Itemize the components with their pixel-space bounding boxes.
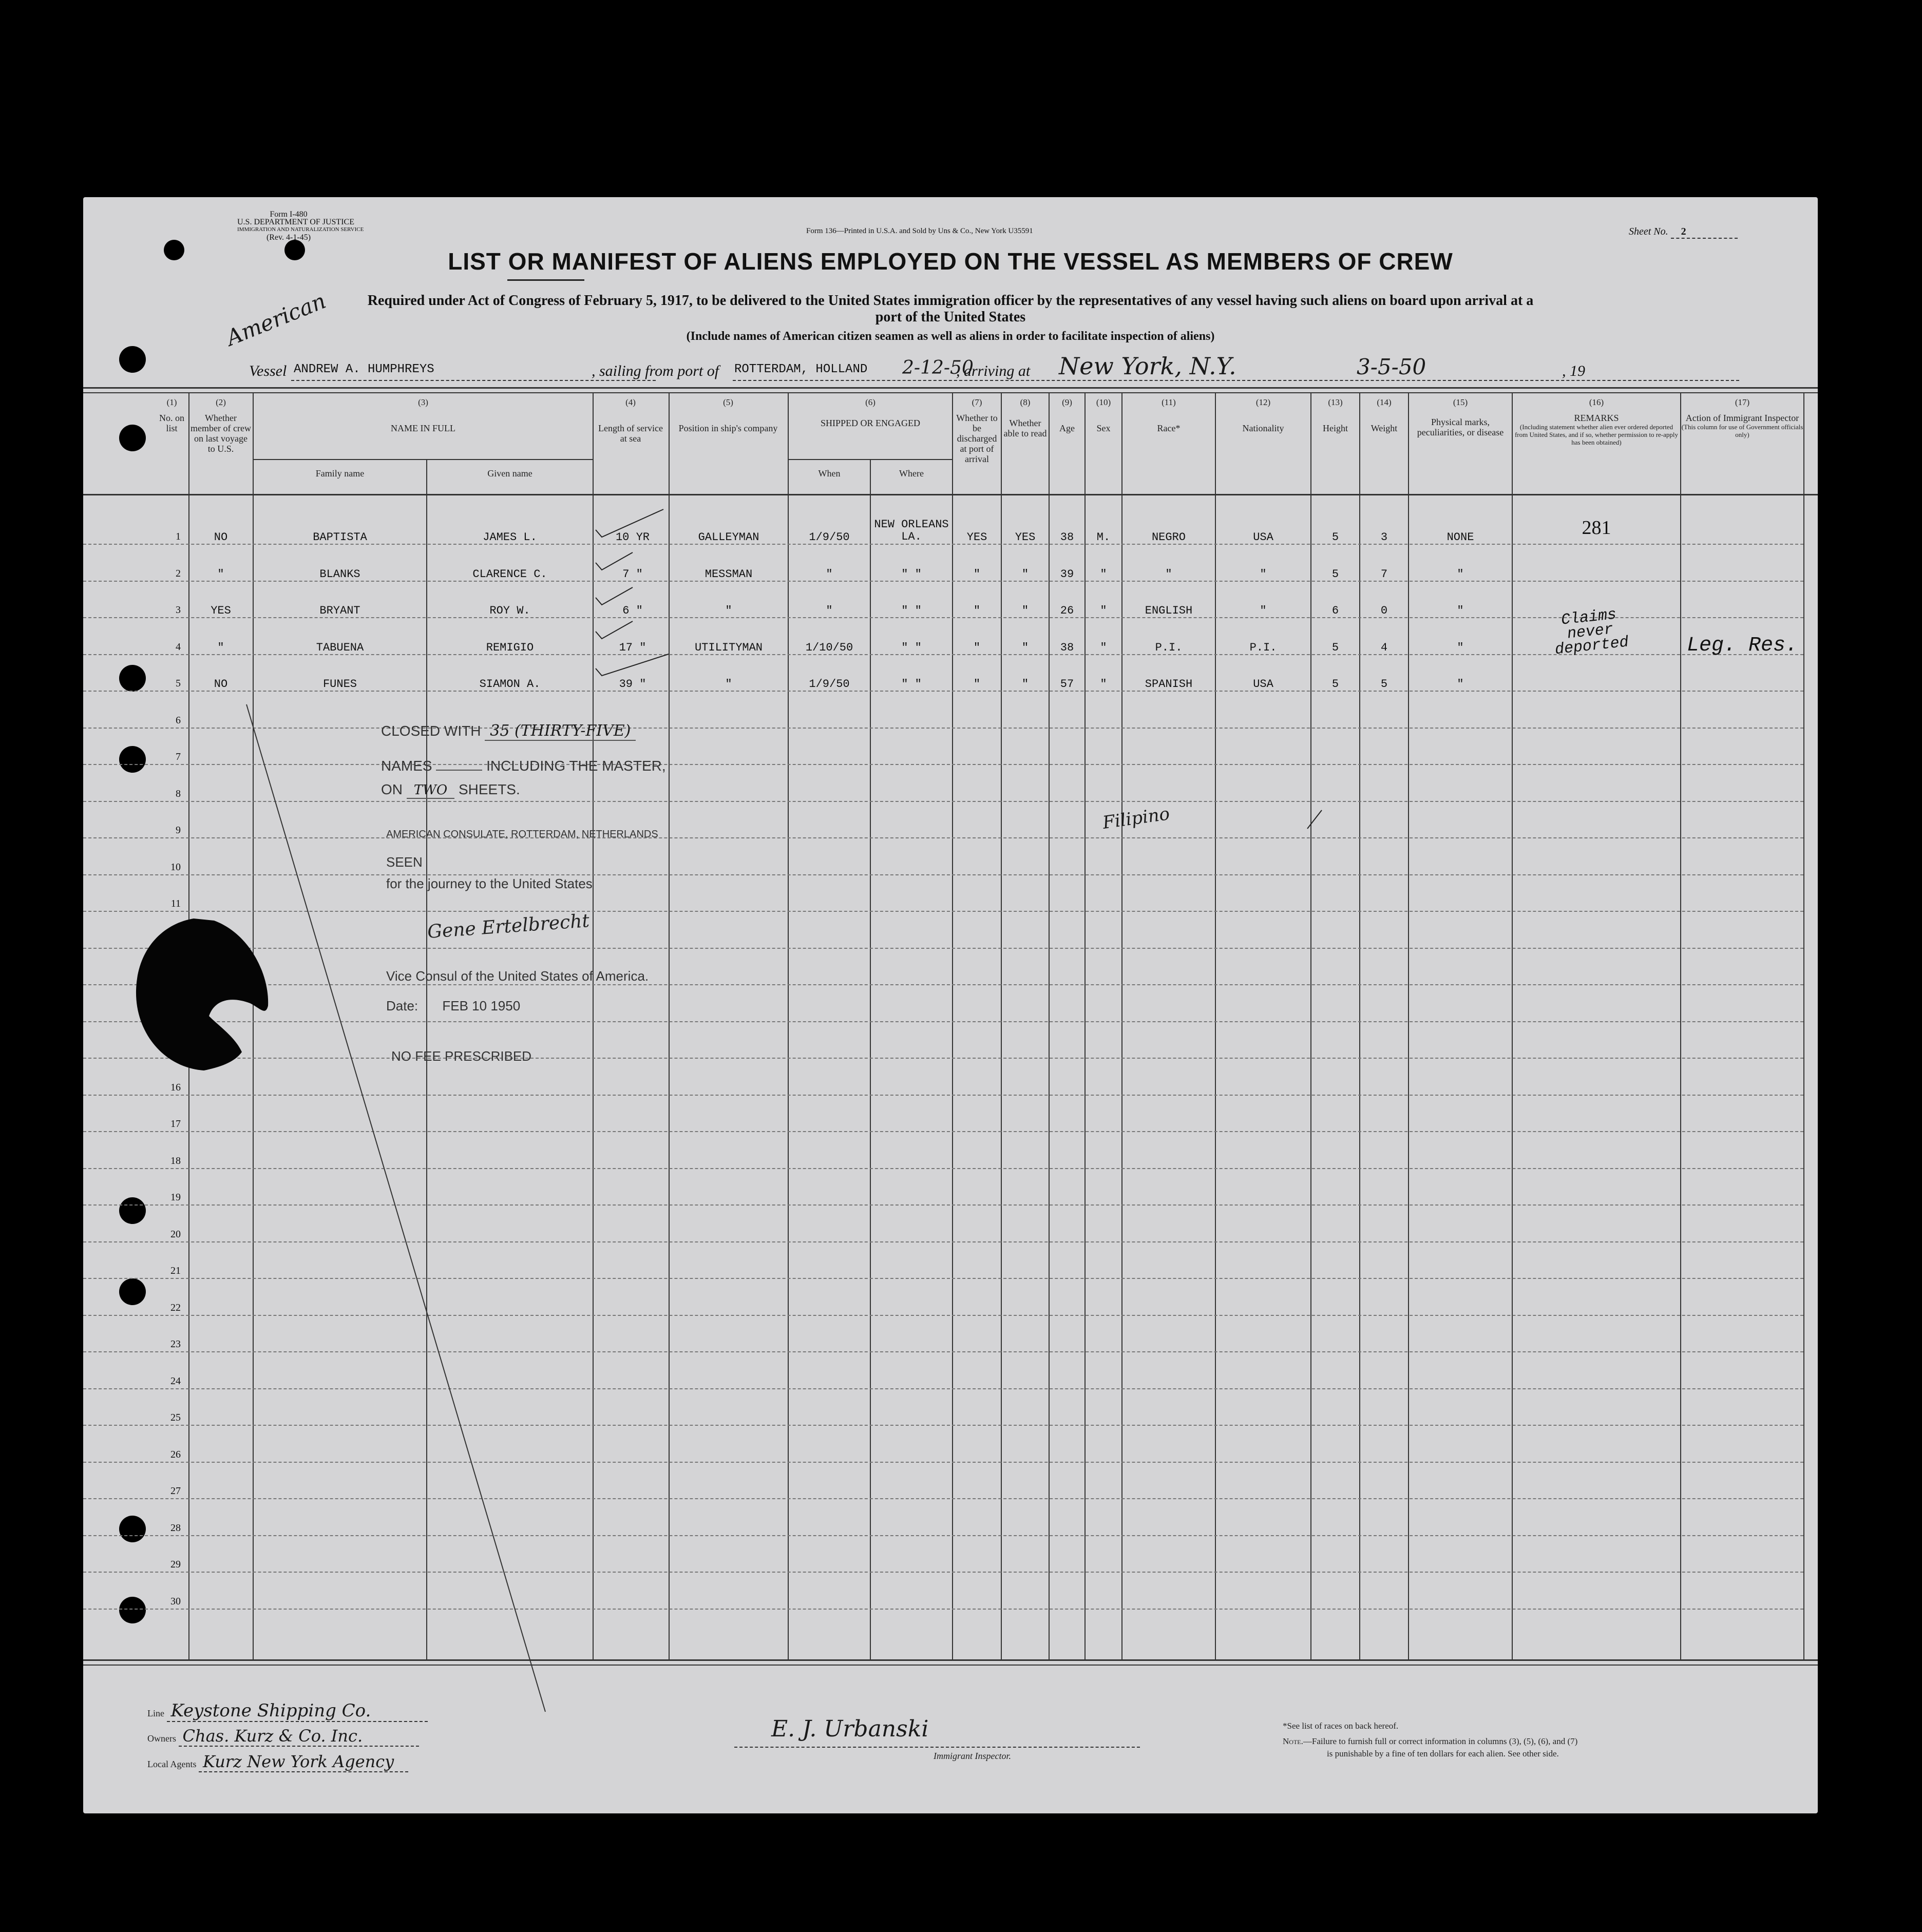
stamp-names [381,758,666,774]
col-divider [1310,392,1311,1659]
col-header-physical-marks: (15) Physical marks, peculiarities, or disease [1417,397,1504,437]
stamp-date-value: FEB 10 1950 [442,998,521,1013]
cell-weight: 5 [1380,678,1388,691]
col-divider [1121,392,1122,1659]
punch-hole [119,746,146,773]
cell-sex: " [1100,604,1107,617]
col-divider [952,392,953,1659]
line-label: Line [147,1708,164,1718]
cell-given: SIAMON A. [479,678,541,691]
row-number: 23 [170,1338,181,1350]
check-marks [592,505,684,690]
owners-label: Owners [147,1733,176,1744]
cell-marks: " [1457,678,1464,691]
race-annotation: Filipino [1101,804,1171,833]
sheet-label: Sheet No. [1629,226,1668,237]
col-header-name: (3) NAME IN FULL [391,397,455,433]
stamp-journey: for the journey to the United States [386,876,593,891]
cell-read: " [1021,567,1029,581]
cell-read: " [1021,678,1029,691]
row-number: 4 [176,641,181,653]
col-divider [1359,392,1360,1659]
nationality-handwritten: American [222,288,330,351]
cell-nationality: P.I. [1249,641,1277,654]
consular-seal [132,913,276,1078]
page-title: LIST OR MANIFEST OF ALIENS EMPLOYED ON THE VESSEL AS MEMBERS OF CREW [448,248,1453,275]
cell-service: 39 " [619,678,646,691]
row-number: 2 [176,567,181,579]
cell-remarks: Claims never deported [1554,606,1630,659]
line-field [147,1700,428,1722]
form-number: Form I-480 [270,210,308,219]
cell-weight: 7 [1380,567,1388,581]
arrival-underline [733,380,1739,381]
row-number: 29 [170,1559,181,1570]
cell-discharged: " [973,604,981,617]
col-header-crew: (2) Whether member of crew on last voyage to U.S. [191,397,251,454]
vessel-underline [291,380,656,381]
cell-discharged: " [973,567,981,581]
cell-read: " [1021,641,1029,654]
col-header-given-name: Given name [487,468,532,479]
table-top-rule2 [83,392,1818,393]
note-text-1: —Failure to furnish full or correct information in columns (3), (5), (6), and (7) [1303,1736,1578,1746]
inspector-label: Immigrant Inspector. [934,1751,1011,1761]
diagonal-stroke [242,700,550,1717]
cell-nationality: USA [1253,678,1273,691]
row-number: 21 [170,1265,181,1276]
sheet-number: 2 [1671,226,1738,239]
row-number: 26 [170,1448,181,1460]
cell-age: 38 [1060,531,1074,544]
cell-age: 39 [1060,567,1074,581]
row-number: 10 [170,861,181,873]
stamp-sheets [381,781,520,798]
punch-hole [119,665,146,692]
row-number: 22 [170,1302,181,1313]
cell-when: " [826,567,833,581]
stamp-closed-count: 35 (THIRTY-FIVE) [485,722,636,741]
stamp-date-label: Date: [386,998,418,1013]
stamp-on-label: ON [381,781,403,797]
stamp-including: INCLUDING THE MASTER, [486,758,666,774]
subtitle-line2: port of the United States [875,309,1026,325]
cell-race: ENGLISH [1145,604,1193,617]
cell-race: NEGRO [1151,531,1186,544]
cell-height: 5 [1331,641,1339,654]
punch-hole [119,1278,146,1305]
stamp-sheets-label: SHEETS. [458,781,520,797]
note-label: Note. [1283,1736,1303,1746]
cell-nationality: " [1260,604,1267,617]
title-underline [507,279,584,281]
col-header-nationality: (12) Nationality [1242,397,1284,433]
cell-race: P.I. [1155,641,1183,654]
row-number: 17 [170,1118,181,1130]
punch-hole [119,1197,146,1224]
row-number: 8 [176,788,181,799]
cell-action: Leg. Res. [1686,634,1798,657]
row-number: 16 [170,1081,181,1093]
cell-given: CLARENCE C. [472,567,547,581]
owners-value: Chas. Kurz & Co. Inc. [179,1726,419,1747]
row-number: 24 [170,1375,181,1387]
col-header-action: (17) Action of Immigrant Inspector (This column for use of Government officials only) [1681,397,1803,438]
sailing-label: , sailing from port of [592,362,719,379]
cell-crew: " [217,641,224,654]
col-header-no: (1) No. on list [159,397,184,433]
col-header-race: (11) Race* [1157,397,1181,433]
cell-sex: " [1100,678,1107,691]
stamp-names-blank [436,770,482,771]
cell-height: 5 [1331,567,1339,581]
agents-label: Local Agents [147,1759,197,1769]
cell-crew: NO [214,531,228,544]
cell-position: " [725,604,732,617]
cell-given: REMIGIO [486,641,534,654]
cell-when: 1/9/50 [809,531,850,544]
row-number: 5 [176,678,181,689]
punch-hole [119,1516,146,1542]
form-id-block [237,210,364,242]
cell-marks: NONE [1447,531,1474,544]
cell-service: 6 " [622,604,643,617]
cell-position: " [725,678,732,691]
vessel-name: ANDREW A. HUMPHREYS [294,362,434,376]
subtitle-line1: Required under Act of Congress of February 5, 1917, to be delivered to the United States immigration officer by the representatives of any vessel having such aliens on board upon arrival at a [367,293,1534,309]
cell-where: " " [901,678,922,691]
punch-hole [119,1597,146,1623]
cell-marks: " [1457,567,1464,581]
consul-signature: Gene Ertelbrecht [426,910,591,943]
printer-note: Form 136—Printed in U.S.A. and Sold by Uns & Co., New York U35591 [806,227,1033,235]
col-header-sex: (10) Sex [1096,397,1111,433]
agents-field [147,1752,408,1772]
cell-family: BRYANT [319,604,360,617]
cell-service: 7 " [622,567,643,581]
cell-nationality: USA [1253,531,1273,544]
col-header-discharged: (7) Whether to be discharged at port of arrival [956,397,998,464]
revision: (Rev. 4-1-45) [266,233,311,242]
col-header-weight: (14) Weight [1371,397,1398,433]
cell-race: " [1165,567,1172,581]
name-subheader-rule [253,459,593,460]
cell-family: BLANKS [319,567,360,581]
row-rule [83,581,1803,582]
col-header-where: Where [899,468,924,479]
stamp-names-label: NAMES [381,758,432,774]
cell-discharged: " [973,678,981,691]
cell-sex: " [1100,567,1107,581]
col-divider [1803,392,1804,1659]
cell-position: GALLEYMAN [698,531,759,544]
cell-weight: 4 [1380,641,1388,654]
cell-where: NEW ORLEANS LA. [874,518,949,543]
stamp-consulate: AMERICAN CONSULATE, ROTTERDAM, NETHERLANDS [386,829,658,840]
fine-note [1283,1736,1577,1747]
col-divider [1512,392,1513,1659]
cell-crew: " [217,567,224,581]
subtitle-line3: (Include names of American citizen seamen as well as aliens in order to facilitate inspection of aliens) [686,330,1215,343]
cell-where: " " [901,604,922,617]
vessel-label: Vessel [249,362,287,379]
punch-hole [119,346,146,373]
col-divider [1408,392,1409,1659]
row-number: 3 [176,604,181,616]
cell-service: 17 " [619,641,646,654]
cell-when: 1/9/50 [809,678,850,691]
col-header-height: (13) Height [1323,397,1348,433]
row-number: 25 [170,1412,181,1423]
col-divider [870,459,871,1659]
cell-sex: " [1100,641,1107,654]
cell-family: FUNES [322,678,357,691]
col-divider [788,392,789,1659]
row-rule [83,691,1803,692]
row-number: 9 [176,825,181,836]
sailing-date: 2-12-50 [902,357,974,378]
row-number: 11 [170,898,181,909]
cell-read: " [1021,604,1029,617]
row-number: 1 [176,531,181,542]
cell-family: TABUENA [316,641,364,654]
cell-sex: M. [1096,531,1111,544]
department: U.S. DEPARTMENT OF JUSTICE [237,218,354,226]
fine-note-2: is punishable by a fine of ten dollars for each alien. See other side. [1327,1749,1559,1758]
col-divider [1049,392,1050,1659]
col-header-shipped: (6) SHIPPED OR ENGAGED [820,397,920,428]
row-number: 19 [170,1192,181,1203]
cell-when: 1/10/50 [805,641,853,654]
col-header-read: (8) Whether able to read [1003,397,1047,438]
inspector-signature: E. J. Urbanski [771,1716,929,1742]
header-bottom-rule [83,494,1818,495]
col-divider [1001,392,1002,1659]
col-header-family-name: Family name [315,468,365,479]
cell-position: UTILITYMAN [694,641,763,654]
cell-weight: 3 [1380,531,1388,544]
cell-discharged: " [973,641,981,654]
cell-crew: YES [211,604,231,617]
stamp-vice-consul: Vice Consul of the United States of America. [386,968,649,984]
cell-height: 5 [1331,531,1339,544]
row-number: 28 [170,1522,181,1534]
service: IMMIGRATION AND NATURALIZATION SERVICE [237,226,364,233]
cell-height: 6 [1331,604,1339,617]
col-header-age: (9) Age [1059,397,1075,433]
row-rule [83,544,1803,545]
col-header-remarks: (16) REMARKS (Including statement whether alien ever ordered deported from United States, and if so, whether permission to re-apply has been obtained) [1514,397,1679,446]
row-number: 6 [176,714,181,726]
cell-nationality: " [1260,567,1267,581]
shipped-subheader-rule [788,459,952,460]
stamp-fee: NO FEE PRESCRIBED [391,1048,532,1064]
col-divider [1680,392,1681,1659]
col-divider [1084,392,1086,1659]
race-note: *See list of races on back hereof. [1283,1721,1399,1731]
cell-family: BAPTISTA [313,531,367,544]
stamp-date [386,998,520,1014]
col-header-service: (4) Length of service at sea [598,397,663,444]
row-number: 18 [170,1155,181,1166]
table-top-rule [83,387,1818,389]
cell-weight: 0 [1380,604,1388,617]
year-label: , 19 [1562,362,1585,379]
col-header-when: When [818,468,841,479]
sheet-number-field [1629,226,1738,239]
arrival-port: New York, N.Y. [1059,352,1236,380]
agents-value: Kurz New York Agency [199,1752,408,1772]
nationality-check-mark [1305,808,1326,834]
row-number: 27 [170,1485,181,1497]
cell-race: SPANISH [1145,678,1193,691]
line-value: Keystone Shipping Co. [167,1700,428,1722]
cell-where: " " [901,641,922,654]
inspector-signature-line [734,1747,1140,1748]
cell-given: JAMES L. [483,531,537,544]
arriving-label: , arriving at [956,362,1031,379]
cell-age: 26 [1060,604,1074,617]
cell-when: " [826,604,833,617]
cell-read: YES [1015,531,1036,544]
cell-age: 57 [1060,678,1074,691]
stamp-closed-label: CLOSED WITH [381,723,481,739]
stamp-seen: SEEN [386,854,423,870]
stamp-closed-with [381,722,636,740]
sailing-port: ROTTERDAM, HOLLAND [734,362,868,376]
manifest-sheet [83,197,1818,1813]
stamp-sheets-count: TWO [407,782,454,799]
cell-marks: " [1457,641,1464,654]
row-number: 20 [170,1228,181,1240]
cell-given: ROY W. [489,604,530,617]
cell-where: " " [901,567,922,581]
cell-discharged: YES [966,531,987,544]
cell-age: 38 [1060,641,1074,654]
row-number: 30 [170,1595,181,1607]
owners-field [147,1726,419,1747]
cell-position: MESSMAN [705,567,753,581]
cell-marks: " [1457,604,1464,617]
arrival-date: 3-5-50 [1357,354,1426,379]
punch-hole [119,425,146,451]
cell-service: 10 YR [615,531,650,544]
row-number: 7 [176,751,181,762]
cell-remarks: 281 [1582,517,1611,539]
cell-height: 5 [1331,678,1339,691]
col-header-position: (5) Position in ship's company [678,397,778,433]
col-divider [1215,392,1216,1659]
cell-crew: NO [214,678,228,691]
